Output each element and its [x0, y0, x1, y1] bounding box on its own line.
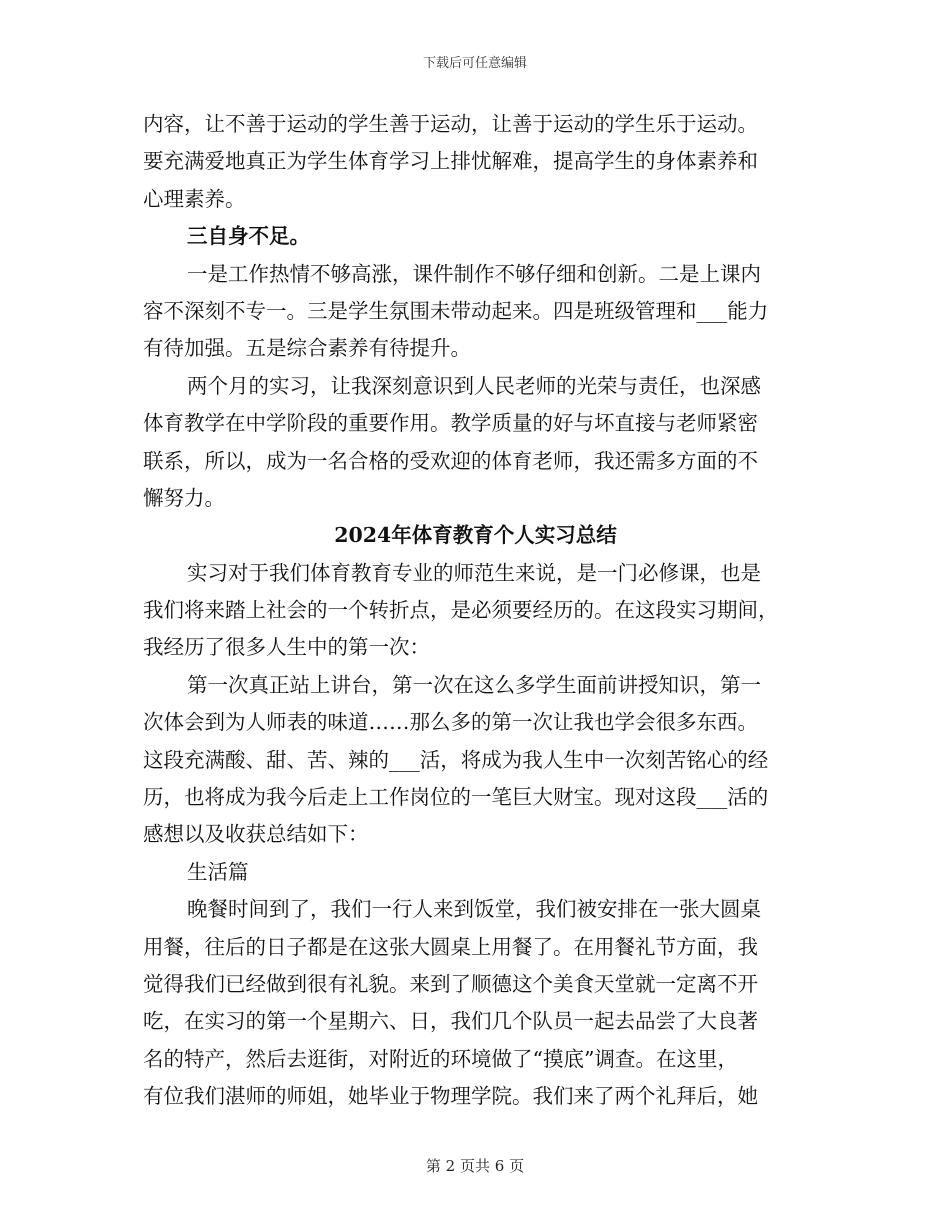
text-line: 有位我们湛师的师姐，她毕业于物理学院。我们来了两个礼拜后，她 — [143, 1084, 758, 1109]
document-body — [143, 106, 808, 1116]
text-line: 心理素养。 — [143, 186, 246, 211]
text-line: 实习对于我们体育教育专业的师范生来说，是一门必修课，也是 — [187, 560, 761, 585]
text-line: 一是工作热情不够高涨，课件制作不够仔细和创新。二是上课内 — [187, 261, 761, 286]
text-line: 有待加强。五是综合素养有待提升。 — [143, 336, 471, 361]
text-line: 联系，所以，成为一名合格的受欢迎的体育老师，我还需多方面的不 — [143, 448, 758, 473]
text-line: 懈努力。 — [143, 485, 225, 510]
text-line: 我们将来踏上社会的一个转折点，是必须要经历的。在这段实习期间， — [143, 598, 779, 623]
text-line: 这段充满酸、甜、苦、辣的___活，将成为我人生中一次刻苦铭心的经 — [143, 747, 769, 772]
text-line: 两个月的实习，让我深刻意识到人民老师的光荣与责任，也深感 — [187, 373, 761, 398]
text-line: 用餐，往后的日子都是在这张大圆桌上用餐了。在用餐礼节方面，我 — [143, 934, 758, 959]
text-line: 次体会到为人师表的味道……那么多的第一次让我也学会很多东西。 — [143, 710, 758, 735]
text-line: 吃，在实习的第一个星期六、日，我们几个队员一起去品尝了大良著 — [143, 1009, 758, 1034]
text-line: 生活篇 — [187, 859, 249, 884]
text-line: 我经历了很多人生中的第一次： — [143, 635, 430, 660]
text-line: 要充满爱地真正为学生体育学习上排忧解难，提高学生的身体素养和 — [143, 149, 758, 174]
text-line: 第一次真正站上讲台，第一次在这么多学生面前讲授知识，第一 — [187, 672, 761, 697]
page-header: 下载后可任意编辑 — [422, 56, 527, 71]
page-footer: 第 2 页共 6 页 — [425, 1157, 525, 1175]
text-line: 晚餐时间到了，我们一行人来到饭堂，我们被安排在一张大圆桌 — [187, 897, 761, 922]
text-line: 历，也将成为我今后走上工作岗位的一笔巨大财宝。现对这段___活的 — [143, 785, 769, 810]
text-line: 体育教学在中学阶段的重要作用。教学质量的好与坏直接与老师紧密 — [143, 411, 758, 436]
text-line: 觉得我们已经做到很有礼貌。来到了顺德这个美食天堂就一定离不开 — [143, 971, 758, 996]
text-line: 感想以及收获总结如下： — [143, 822, 369, 847]
text-line: 内容，让不善于运动的学生善于运动，让善于运动的学生乐于运动。 — [143, 112, 758, 136]
text-line: 名的特产，然后去逛街，对附近的环境做了“摸底”调查。在这里， — [143, 1046, 738, 1071]
text-line: 三自身不足。 — [187, 224, 310, 249]
section-title: 2024年体育教育个人实习总结 — [334, 523, 617, 548]
text-line: 容不深刻不专一。三是学生氛围未带动起来。四是班级管理和___能力 — [143, 298, 769, 323]
